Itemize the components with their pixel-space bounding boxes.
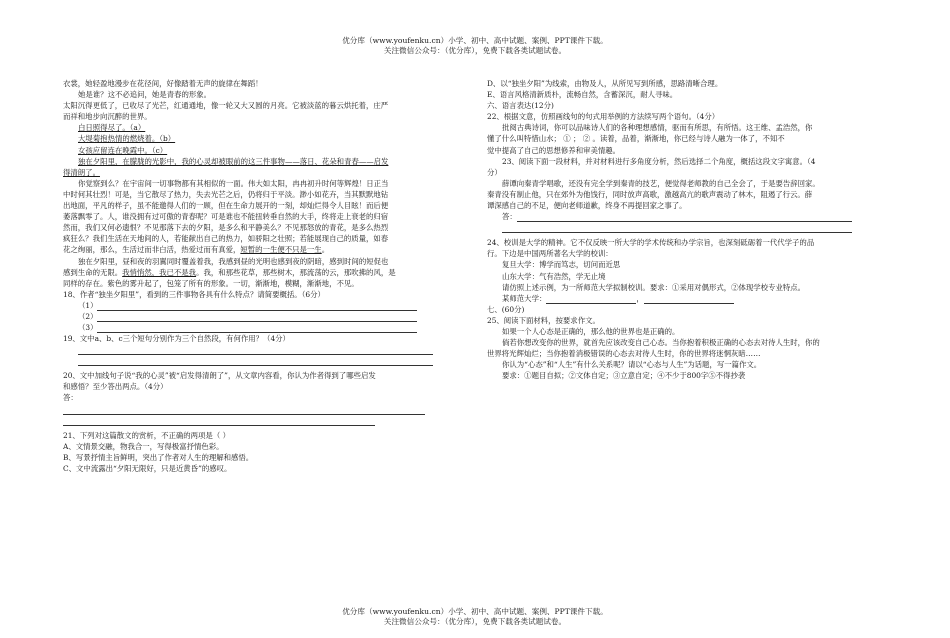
short-sentence-b: 大堤菊抱热情的燃烧着。（b）	[78, 134, 176, 144]
underlined-phrase: 短暂的一生便不只是一生	[240, 245, 322, 255]
motto-shandong: 山东大学：气有浩然，学无止境	[502, 271, 606, 281]
question-20-cont: 和感悟？至少答出两点。（4分）	[63, 382, 168, 392]
answer-line[interactable]	[97, 302, 417, 311]
answer-line[interactable]	[78, 355, 433, 366]
left-column	[63, 78, 469, 474]
section-6-heading: 六、语言表达(12分)	[487, 101, 554, 111]
answer-line[interactable]	[644, 295, 734, 304]
paragraph: 请仿照上述示例，为一所师范大学拟制校训。要求：①采用对偶形式，②体现学校专业特点。	[502, 282, 806, 292]
paragraph: 萎落飘零了。人，谁没拥有过可傲的青春呢？可是谁也不能扭转垂自然的大手，终将走上衰老的归宿	[63, 212, 389, 222]
paragraph: 谭深感自己的不足，便向老师道歉，终身不再提回家之事了。	[487, 201, 687, 211]
answer-line[interactable]	[546, 295, 636, 304]
paragraph: 感到生命的无限。我悄悄然，我已不是我。我，和那些花草，那些树木，那流荡的云，那吹拂的风，是	[63, 267, 396, 277]
header-line-1: 优分库（www.youfenku.cn）小学、初中、高中试题、案例、PPT课件下载。	[342, 36, 608, 45]
option-b: B、写景抒情主旨鲜明，突出了作者对人生的理解和感悟。	[63, 452, 254, 462]
question-18: 18、作者“独坐夕阳里”，看到的三件事物各具有什么特点？请简要概括。（6分）	[63, 289, 325, 299]
option-c: C、文中流露出“夕阳无限好，只是近黄昏”的感叹。	[63, 463, 232, 473]
option-d: D、以“独坐夕阳”为线索，由物及人，从所见写到所感，思路清晰合理。	[487, 79, 723, 88]
question-22: 22、根据文意，仿照画线句的句式用举例的方法续写两个语句。（4分）	[487, 112, 720, 122]
question-24-cont: 行。下边是中国两所著名大学的校训：	[487, 249, 613, 259]
answer-label: 答：	[502, 212, 517, 222]
requirements: 要求：①题目自拟；②文体自定；③立意自定；④不少于800字⑤不得抄袭	[502, 371, 746, 381]
answer-label: （2）	[78, 311, 98, 321]
paragraph: 薛谭向秦青学唱歌，还没有完全学到秦青的技艺，便觉得老师教的自己全会了，于是要告辞回家。	[502, 178, 820, 188]
paragraph: 世界将光辉灿烂；当你抱着消极错误的心态去对待人生时，你的世界将迷惘灰暗……	[487, 349, 761, 359]
right-column: D、以“独坐夕阳”为线索，由物及人，从所见写到所感，思路清晰合理。 E、语言风格清新质朴，流畅自然，含蓄深沉，耐人寻味。 六、语言表达(12分) 22、根据文意，仿照画线句的句式用举例的方法续写两个语句。（4分） 批阅古典诗词，你可以品味诗人们的各种理想感情，驱而有所思，有所悟。这王维、孟浩然，你 懂了什么叫特惜山水； ① ； ② 。读着，品着，渐渐地，你已经与诗人融为一体了，不知不 觉中提高了自己的思想修养和审美情趣。 23、阅读下面一段材料，并对材料进行多角度分析，然后选择二个角度，概括这段文字寓意。（4 分） 薛谭向秦青学唱歌，还没有完全学到秦青的技艺，便觉得老师教的自己全会了，于是要告辞回家。 秦青没有制止他，只在郊外为他饯行，同时放声高歌，激越高亢的歌声震动了林木，阻遏了行云。薛 谭深感自己的不足，便向老师道歉，终身不再提回家之事了。 答： 24、校训是大学的精神。它不仅反映一所大学的学术传统和办学宗旨，也深刻砥砺着一代代学子的品 行。下边是中国两所著名大学的校训： 复旦大学：博学而笃志，切问而近思 山东大学：气有浩然，学无止境 请仿照上述示例，为一所师范大学拟制校训。要求：①采用对偶形式，②体现学校专业特点。 某师范大学： ， 七、(60分) 25、阅读下面材料，按要求作文。 如果一个人心态是正确的，那么他的世界也是正确的。 倘若你想改变你的世界，就首先应该改变自己心态。当你抱着积极正确的心态去对待人生时，你的 世界将光辉灿烂；当你抱着消极错误的心态去对待人生时，你的世界将迷惘灰暗…… 你认为“心态”和“人生”有什么关系呢？请以“心态与人生”为话题，写一篇作文。 要求：①题目自拟；②文体自定；③立意自定；④不少于800字⑤不得抄袭	[487, 78, 891, 381]
paragraph: 衣裳，她轻盈地漫步在花径间，好像踏着无声的旋律在舞蹈！	[63, 79, 263, 88]
option-a: A、文情景交融，物我合一，写得极富抒情色彩。	[63, 441, 224, 451]
answer-label: （1）	[78, 300, 98, 310]
underlined-sentence: 独在夕阳里，在朦胧的光影中，我的心灵却被眼前的这三件事物——落日、花朵和青春——启发	[78, 156, 389, 166]
short-sentence-c: 女孩应留连在晚霞中。（c）	[78, 145, 168, 155]
answer-line[interactable]	[78, 344, 433, 355]
page-footer	[0, 607, 950, 627]
paragraph: 中时何其壮烈！可是，当它散尽了热力，失去光芒之后，仍将归于平淡。渺小如花卉，当其默默地钻	[63, 189, 389, 199]
motto-fudan: 复旦大学：博学而笃志，切问而近思	[502, 260, 621, 270]
answer-label: 答：	[63, 393, 78, 403]
question-19: 19、文中a、b、c三个短句分别作为三个自然段，有何作用？（4分）	[63, 334, 290, 344]
answer-label: 某师范大学：	[502, 293, 547, 303]
paragraph: 批阅古典诗词，你可以品味诗人们的各种理想感情，驱而有所思，有所悟。这王维、孟浩然，你	[502, 123, 813, 133]
paragraph: 你觉察到么？在宇宙间一切事物都有其相似的一面。伟大如太阳，冉冉初升时何等辉煌！日正当	[78, 178, 389, 188]
paragraph: 太阳沉得更低了，已收尽了光芒，红通通地，像一轮又大又圆的月亮。它被淡蓝的暮云烘托着，庄严	[63, 101, 389, 111]
short-sentence-a: 白日照得尽了。（a）	[78, 123, 146, 133]
paragraph: 同样的存在。紫色的雾升起了，包笼了所有的形象。一切，渐渐地，模糊，渐渐地，不见。	[63, 278, 359, 288]
paragraph: 如果一个人心态是正确的，那么他的世界也是正确的。	[502, 326, 680, 336]
question-21: 21、下列对这篇散文的赏析，不正确的两项是（ ）	[63, 430, 230, 440]
page-header	[0, 36, 950, 56]
answer-line[interactable]	[63, 404, 425, 415]
paragraph: 你认为“心态”和“人生”有什么关系呢？请以“心态与人生”为话题，写一篇作文。	[502, 360, 762, 370]
footer-line-2: 关注微信公众号：（优分库），免费下载各类试题试卷。	[383, 617, 567, 626]
paragraph: 出地面，平凡的样子，虽不能邀得人们的一顾，但在生命力展开的一刻，却灿烂得令人目眩！而后便	[63, 201, 389, 211]
paragraph: 疯狂么？我们生活在天地间的人，若能献出自己的热力，如骄阳之壮照；若能展现自己的质量，如春	[63, 234, 389, 244]
section-7-heading: 七、(60分)	[487, 304, 525, 314]
paragraph: 倘若你想改变你的世界，就首先应该改变自己心态。当你抱着积极正确的心态去对待人生时，你的	[502, 338, 820, 348]
paragraph: 懂了什么叫特惜山水； ① ； ② 。读着，品着，渐渐地，你已经与诗人融为一体了，不知不	[487, 134, 785, 144]
answer-line[interactable]	[97, 324, 417, 333]
paragraph: 秦青没有制止他，只在郊外为他饯行，同时放声高歌，激越高亢的歌声震动了林木，阻遏了行云。薛	[487, 189, 813, 199]
option-e: E、语言风格清新质朴，流畅自然，含蓄深沉，耐人寻味。	[487, 90, 678, 100]
paragraph: 她是谁？这不必追问，她是青春的形象。	[78, 90, 212, 100]
answer-line[interactable]	[97, 313, 417, 322]
answer-line[interactable]	[63, 415, 375, 426]
footer-line-1: 优分库（www.youfenku.cn）小学、初中、高中试题、案例、PPT课件下载。	[342, 607, 608, 616]
paragraph: 独在夕阳里，昼和夜的羽翼同时覆盖着我，我感到昼的光明也感到夜的阴暗，感到时间的短促也	[78, 256, 389, 266]
question-25: 25、阅读下面材料，按要求作文。	[487, 315, 600, 325]
underlined-sentence: 得清朗了。	[63, 167, 100, 177]
question-20: 20、文中加线句子说“我的心灵”被“启发得清朗了”，从文章内容看，你认为作者得到了哪些启发	[63, 371, 376, 381]
underlined-phrase: 我悄悄然，我已不是我	[122, 267, 197, 277]
paragraph: 而祥和地步向沉醉的世界。	[63, 112, 152, 122]
paragraph: 然而，我们又何必遗恨？不见那落下去的夕阳，是多么和平静美么？不见那怒放的青花，是多么热烈	[63, 223, 389, 233]
paragraph: 花之绚丽，那么，生活过而非白活，热爱过而有真爱，短暂的一生便不只是一生。	[63, 245, 330, 255]
answer-label: （3）	[78, 323, 98, 333]
answer-line[interactable]	[502, 222, 852, 233]
question-24: 24、校训是大学的精神。它不仅反映一所大学的学术传统和办学宗旨，也深刻砥砺着一代代学子的品	[487, 238, 815, 248]
paragraph: 觉中提高了自己的思想修养和审美情趣。	[487, 145, 621, 155]
answer-line[interactable]	[517, 213, 852, 222]
question-23-cont: 分）	[487, 167, 502, 177]
header-line-2: 关注微信公众号：（优分库），免费下载各类试题试卷。	[383, 46, 567, 55]
question-23: 23、阅读下面一段材料，并对材料进行多角度分析，然后选择二个角度，概括这段文字寓意。（4	[502, 156, 816, 166]
